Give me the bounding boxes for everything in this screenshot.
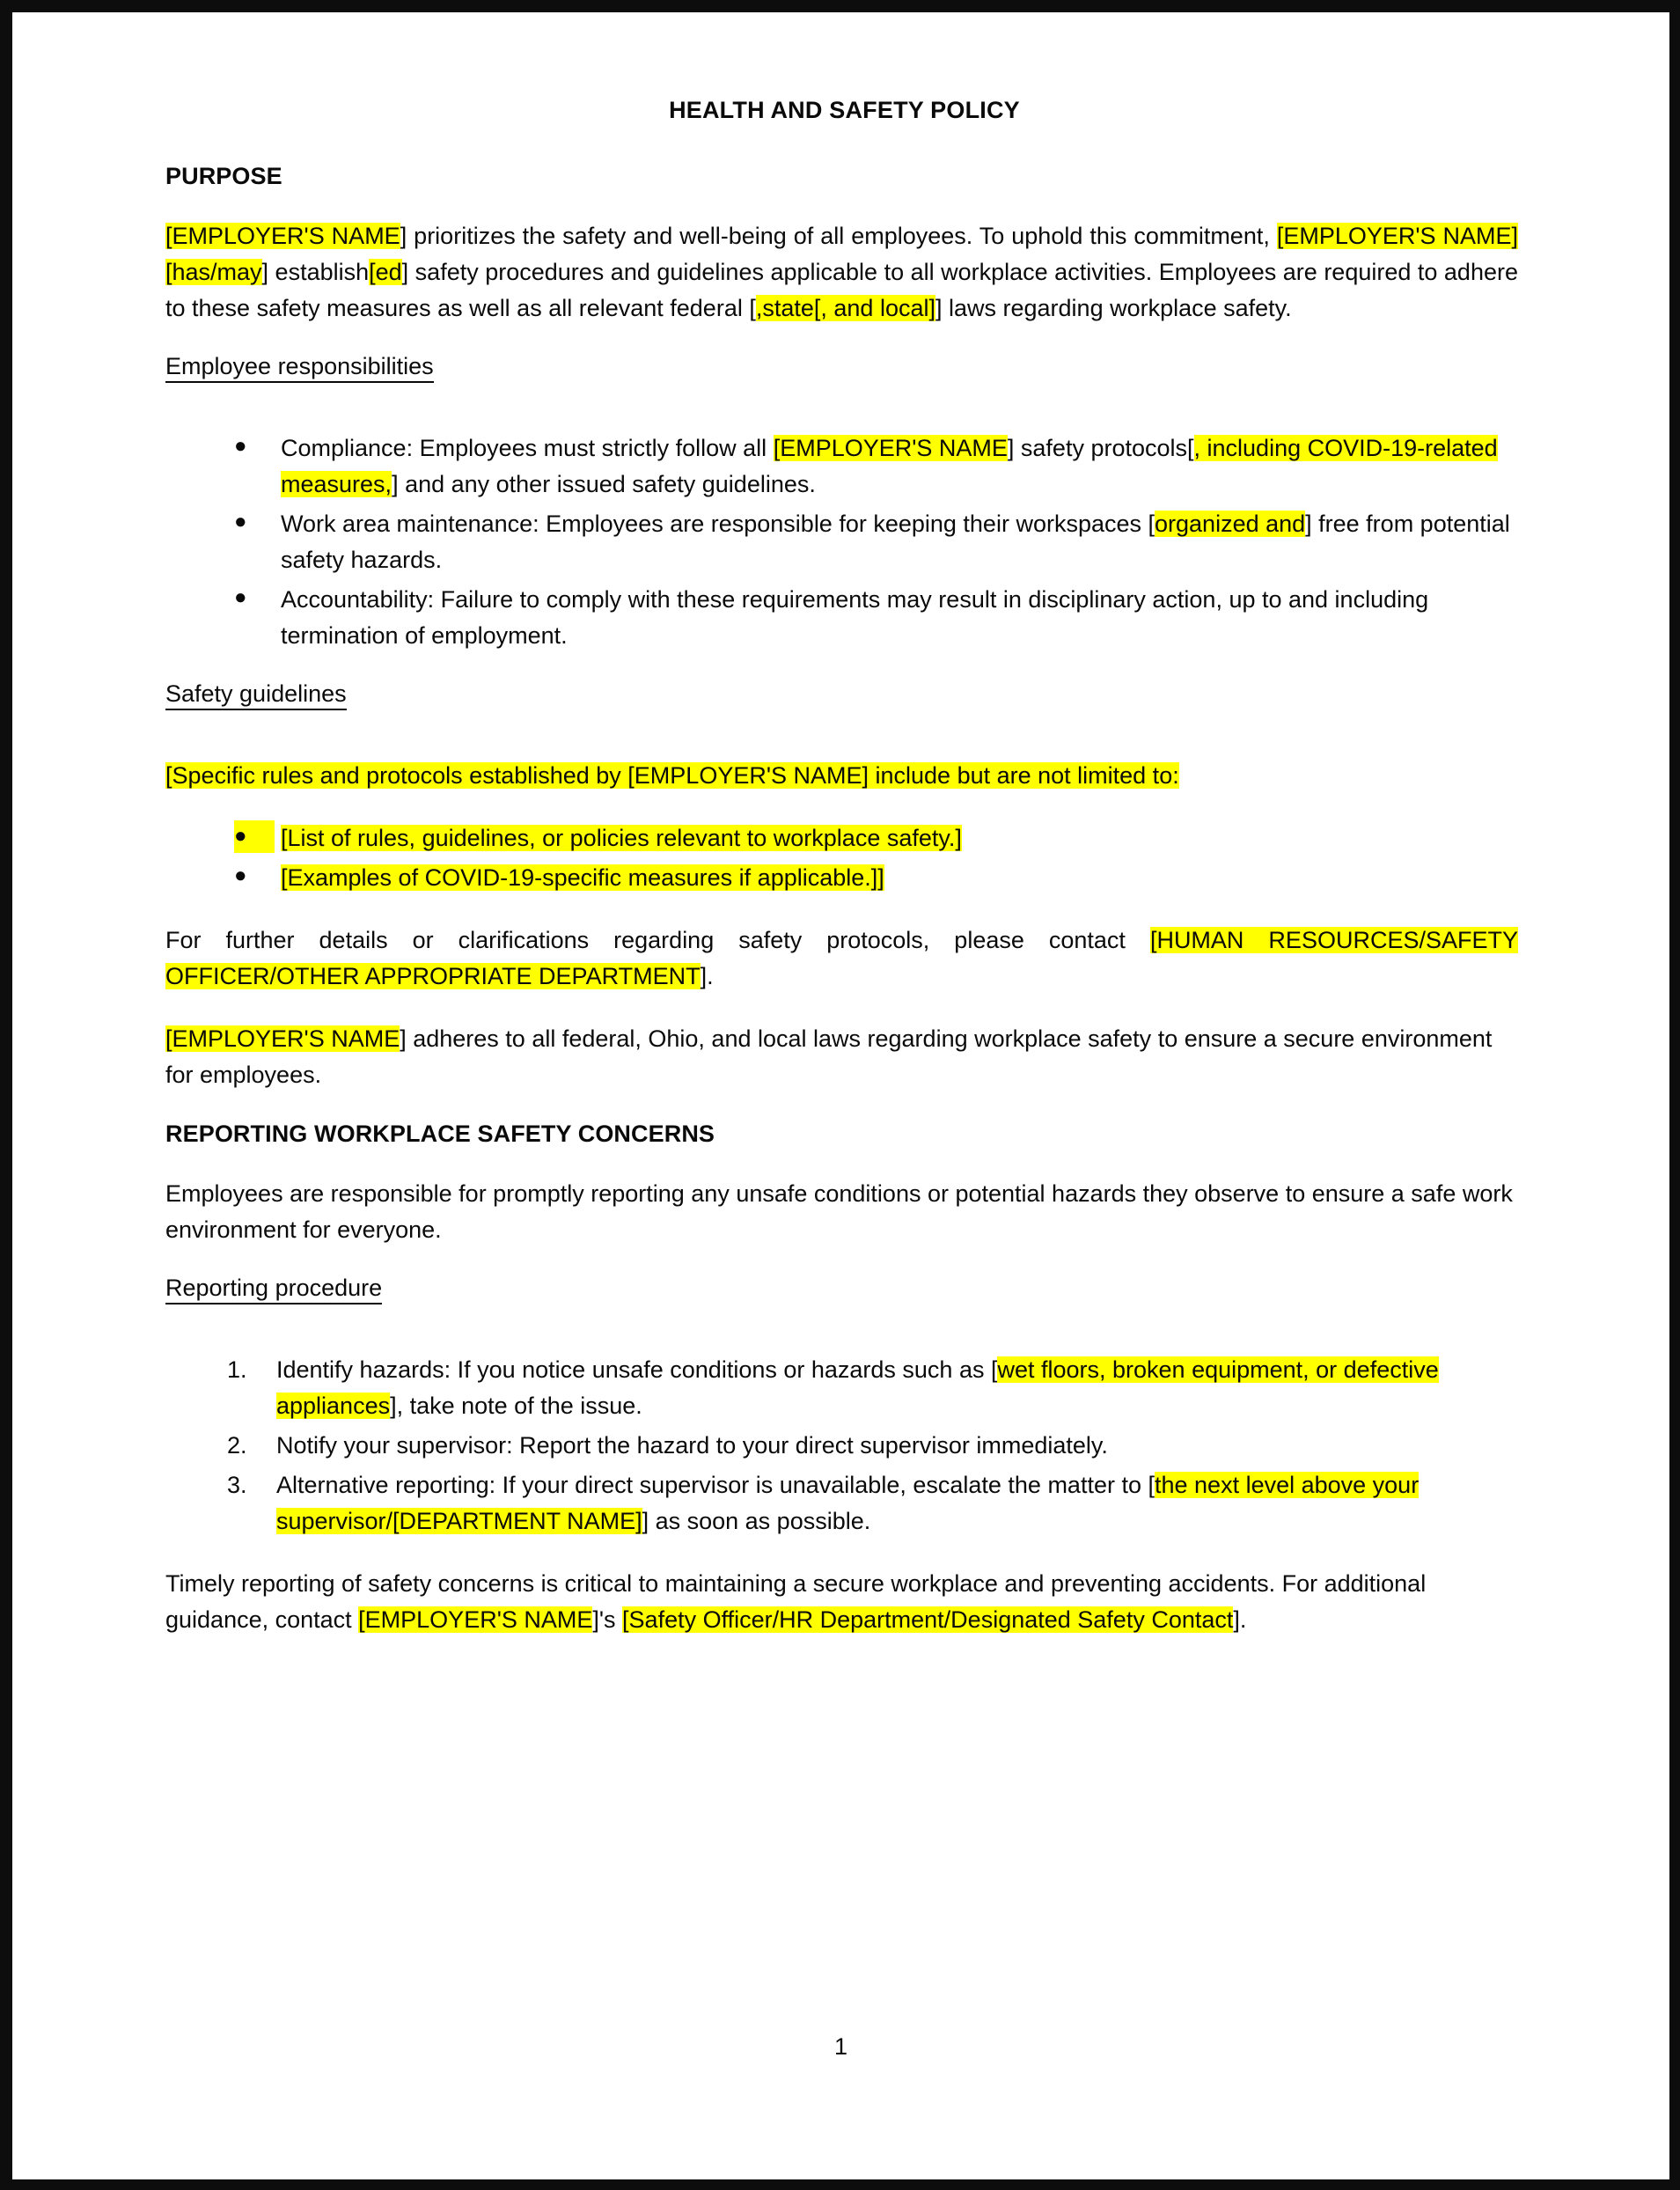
list-item xyxy=(165,430,1518,503)
list-item xyxy=(165,506,1518,578)
list-item xyxy=(165,820,1518,856)
list-item xyxy=(165,582,1518,654)
placeholder-hazard-examples: wet floors, broken equipment, or defective appliances xyxy=(276,1356,1439,1419)
placeholder-hr-department: [HUMAN RESOURCES/SAFETY OFFICER/OTHER APPROPRIATE DEPARTMENT xyxy=(165,927,1518,990)
placeholder-covid-examples: [Examples of COVID-19-specific measures if applicable.]] xyxy=(281,864,884,892)
item-text-1: Compliance: Employees must strictly follow all xyxy=(281,435,774,462)
placeholder-employer-name: [EMPLOYER'S NAME xyxy=(773,435,1008,462)
item-text-2: ] safety protocols[ xyxy=(1007,435,1194,462)
placeholder-state-local: state[, and local] xyxy=(762,295,935,322)
page-title: HEALTH AND SAFETY POLICY xyxy=(669,97,1020,123)
placeholder-employer-name: [EMPLOYER'S NAME xyxy=(165,223,400,249)
reporting-procedure-list xyxy=(165,1352,1518,1540)
item-text-1: Alternative reporting: If your direct supervisor is unavailable, escalate the matter to [ xyxy=(276,1471,1155,1498)
contact-paragraph xyxy=(165,922,1518,995)
placeholder-employer-name-2: [EMPLOYER'S NAME] xyxy=(1276,223,1519,249)
placeholder-employer-name: [EMPLOYER'S NAME xyxy=(358,1606,593,1633)
purpose-text-4: ] laws regarding workplace safety. xyxy=(935,295,1292,322)
item-text-1: Accountability: Failure to comply with these requirements may result in disciplinary action, up to and including termination of employment. xyxy=(281,586,1429,650)
placeholder-specific-rules: [Specific rules and protocols established by [EMPLOYER'S NAME] include but are not limited to: xyxy=(165,762,1179,790)
subheading-reporting-procedure: Reporting procedure xyxy=(165,1275,382,1304)
subheading-employee-responsibilities: Employee responsibilities xyxy=(165,353,434,383)
closing-paragraph xyxy=(165,1566,1518,1638)
placeholder-safety-contact: [Safety Officer/HR Department/Designated Safety Contact xyxy=(622,1606,1234,1633)
item-text-2: ], take note of the issue. xyxy=(390,1392,642,1419)
section-heading-purpose: PURPOSE xyxy=(165,163,282,189)
page-number: 1 xyxy=(833,2033,848,2060)
purpose-text-2: ] establish xyxy=(261,259,370,286)
placeholder-list-of-rules: [List of rules, guidelines, or policies relevant to workplace safety.] xyxy=(281,825,962,852)
item-text-1: Work area maintenance: Employees are responsible for keeping their workspaces [ xyxy=(281,511,1155,538)
employee-responsibilities-list xyxy=(165,430,1518,654)
bullet-icon: ● xyxy=(234,585,247,610)
placeholder-escalation-path: the next level above your supervisor/[DEPARTMENT NAME] xyxy=(276,1471,1420,1534)
list-number: 3. xyxy=(227,1471,247,1498)
closing-text-3: ]. xyxy=(1233,1606,1247,1633)
placeholder-covid-measures: , including COVID-19-related measures, xyxy=(281,435,1498,498)
contact-text-2: ]. xyxy=(700,963,714,990)
list-item xyxy=(165,1467,1518,1540)
bullet-icon: ● xyxy=(234,434,247,459)
section-heading-reporting: REPORTING WORKPLACE SAFETY CONCERNS xyxy=(165,1120,715,1147)
list-item xyxy=(165,1428,1518,1464)
bullet-icon: ● xyxy=(234,864,247,888)
item-text-2: ] as soon as possible. xyxy=(642,1507,871,1534)
item-text-1: Identify hazards: If you notice unsafe conditions or hazards such as [ xyxy=(276,1356,998,1383)
subheading-safety-guidelines: Safety guidelines xyxy=(165,680,347,710)
placeholder-organized-and: organized and xyxy=(1155,511,1306,538)
placeholder-ed: [ed xyxy=(369,259,402,286)
item-text-1: Notify your supervisor: Report the hazard to your direct supervisor immediately. xyxy=(276,1431,1108,1459)
purpose-paragraph xyxy=(165,218,1518,327)
placeholder-comma: , xyxy=(755,295,763,322)
page-canvas xyxy=(12,12,1669,2179)
subheading-reporting-procedure-wrap xyxy=(165,1275,1518,1329)
list-number: 2. xyxy=(227,1431,247,1459)
placeholder-employer-name: [EMPLOYER'S NAME xyxy=(165,1025,400,1053)
closing-text-1: Timely reporting of safety concerns is critical to maintaining a secure workplace and preventing accidents. For additional guidance, contact xyxy=(165,1569,1427,1633)
placeholder-has-may: [has/may xyxy=(165,259,262,286)
list-item xyxy=(165,1352,1518,1424)
safety-guidelines-intro xyxy=(165,758,1518,794)
list-number: 1. xyxy=(227,1356,247,1383)
bullet-icon: ● xyxy=(234,510,247,534)
item-text-2: ] free from potential safety hazards. xyxy=(281,511,1510,574)
item-text-3: ] and any other issued safety guidelines. xyxy=(392,471,816,498)
contact-text-1: For further details or clarifications regarding safety protocols, please contact xyxy=(165,927,1150,954)
safety-guidelines-list xyxy=(165,820,1518,896)
closing-text-2: ]'s xyxy=(592,1606,623,1633)
purpose-text-3: ] safety procedures and guidelines applicable to all workplace activities. Employees are required to adhere to these safety measures as well as all relevant federal [ xyxy=(165,259,1518,322)
compliance-paragraph xyxy=(165,1021,1518,1093)
compliance-text-1: ] adheres to all federal, Ohio, and local laws regarding workplace safety to ensure a secure environment for employees. xyxy=(165,1025,1493,1089)
document-body xyxy=(165,97,1518,1665)
list-item xyxy=(165,860,1518,896)
reporting-intro-paragraph: Employees are responsible for promptly reporting any unsafe conditions or potential hazards they observe to ensure a safe work environment for everyone. xyxy=(165,1180,1513,1243)
subheading-employee-responsibilities-wrap xyxy=(165,353,1518,408)
purpose-text-1: ] prioritizes the safety and well-being of all employees. To uphold this commitment, xyxy=(400,223,1277,249)
bullet-icon: ● xyxy=(234,820,275,852)
subheading-safety-guidelines-wrap xyxy=(165,680,1518,735)
